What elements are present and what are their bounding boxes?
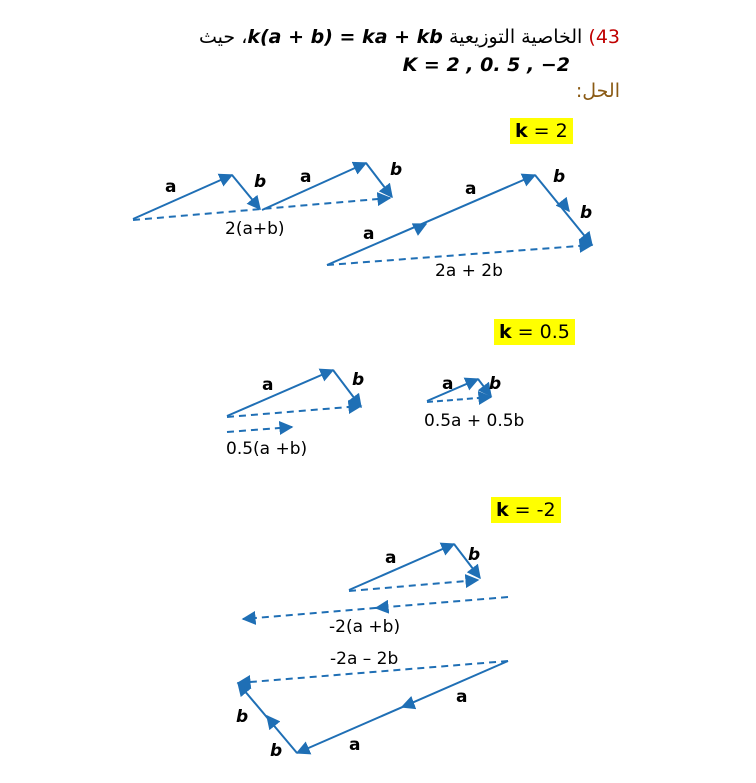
label-a: a (456, 687, 468, 707)
vector-b (366, 163, 392, 197)
midpoint-arrow (402, 704, 410, 707)
label-a: a (385, 548, 397, 568)
label-a: a (465, 179, 477, 199)
midpoint-arrow (376, 607, 386, 608)
expr-2-a-plus-b: 2(a+b) (225, 219, 285, 239)
k-values: K = 2 , 0. 5 , −2 (402, 54, 570, 76)
label-b: b (254, 172, 267, 192)
expr-2a-plus-2b: 2a + 2b (435, 261, 503, 281)
problem-title: الخاصية التوزيعية (448, 26, 583, 48)
problem-number: 43) (588, 26, 620, 48)
label-b: b (236, 707, 249, 727)
label-b: b (270, 741, 283, 761)
expr-half-a-plus-half-b: 0.5a + 0.5b (424, 411, 525, 431)
k-symbol: k (499, 321, 512, 343)
expr-neg-2-a-plus-b: -2(a +b) (329, 617, 401, 637)
expr-neg-2a-minus-2b: -2a – 2b (330, 649, 399, 669)
problem-suffix: ، حيث (199, 26, 248, 48)
vector-a (262, 163, 366, 210)
k-symbol: k (515, 120, 528, 142)
label-b: b (390, 160, 403, 180)
vector-neg-2-a-plus-b (243, 597, 508, 619)
label-a: a (262, 375, 274, 395)
label-b: b (352, 370, 365, 390)
label-a: a (349, 735, 361, 755)
midpoint-arrow (565, 206, 569, 211)
label-a: a (363, 224, 375, 244)
label-b: b (489, 374, 502, 394)
expr-half-a-plus-b: 0.5(a +b) (226, 439, 308, 459)
label-b: b (580, 203, 593, 223)
label-a: a (165, 177, 177, 197)
k-value: = -2 (508, 499, 556, 521)
solution-label: الحل: (575, 80, 620, 102)
k-symbol: k (496, 499, 509, 521)
k-value: = 0.5 (511, 321, 570, 343)
k-value: = 2 (527, 120, 568, 142)
label-b: b (553, 167, 566, 187)
vector-half-a-plus-b (227, 427, 292, 432)
vector-2a (327, 175, 535, 265)
label-a: a (300, 167, 312, 187)
label-a: a (442, 374, 454, 394)
label-b: b (468, 545, 481, 565)
distributive-formula: k(a + b) = ka + kb (247, 26, 443, 48)
